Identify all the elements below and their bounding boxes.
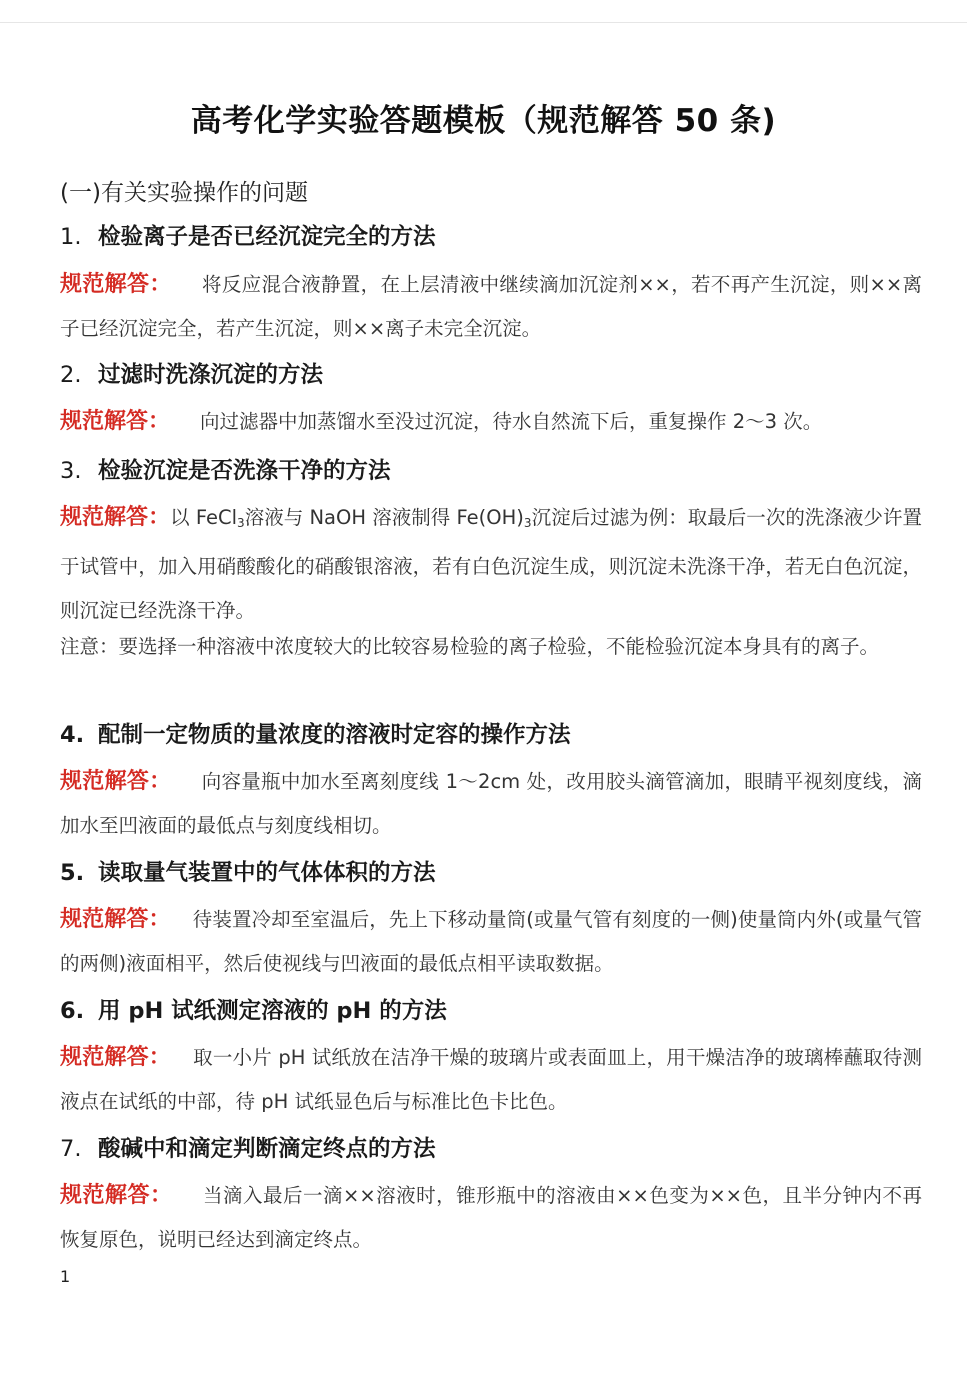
answer-3: 规范解答：以 FeCl$_3$溶液与 NaOH 溶液制得 $Fe(OH)_3$沉淀后过滤为例：取最后一次的洗涤液少许置于试管中，加入用硝酸酸化的硝酸银溶液，若有白色沉淀生成，则沉淀未洗涤干净，若无白色沉淀，则沉淀已经洗涤干净。 (60, 505, 922, 622)
answer-4 (60, 760, 922, 848)
answer-label: 规范解答： (60, 272, 172, 297)
answer-label: 规范解答： (60, 1183, 173, 1208)
question-number: 4. (60, 722, 85, 748)
question-7 (60, 1131, 922, 1163)
question-4 (60, 717, 922, 749)
answer-5 (60, 898, 922, 986)
question-2 (60, 357, 922, 389)
answer-text: 当滴入最后一滴××溶液时，锥形瓶中的溶液由××色变为××色，且半分钟内不再恢复原色，说明已经达到滴定终点。 (60, 1184, 922, 1251)
question-title: 检验沉淀是否洗涤干净的方法 (98, 458, 391, 484)
question-title: 配制一定物质的量浓度的溶液时定容的操作方法 (98, 722, 571, 748)
answer-6 (60, 1036, 922, 1124)
answer-text: 将反应混合液静置，在上层清液中继续滴加沉淀剂××，若不再产生沉淀，则××离子已经沉淀完全，若产生沉淀，则××离子未完全沉淀。 (60, 273, 922, 340)
note-3: 注意：要选择一种溶液中浓度较大的比较容易检验的离子检验，不能检验沉淀本身具有的离子。 (60, 635, 880, 658)
answer-label: 规范解答： (60, 409, 171, 434)
question-title: 过滤时洗涤沉淀的方法 (98, 362, 324, 388)
question-number: 3. (60, 458, 82, 484)
answer-text: 向过滤器中加蒸馏水至没过沉淀，待水自然流下后，重复操作 2～3 次。 (200, 410, 823, 433)
question-number: 5. (60, 860, 85, 886)
question-title: 检验离子是否已经沉淀完全的方法 (98, 224, 436, 250)
page-title: 高考化学实验答题模板（规范解答 50 条) (190, 103, 777, 139)
answer-1 (60, 263, 922, 351)
section-title: (一)有关实验操作的问题 (60, 180, 308, 206)
answer-text: 待装置冷却至室温后，先上下移动量筒(或量气管有刻度的一侧)使量筒内外(或量气管的两侧)液面相平，然后使视线与凹液面的最低点相平读取数据。 (60, 908, 922, 975)
answer-2 (60, 400, 922, 444)
answer-7 (60, 1174, 922, 1262)
question-number: 2. (60, 362, 82, 388)
answer-label: 规范解答： (60, 907, 171, 932)
question-number: 1. (60, 224, 82, 250)
answer-label: 规范解答： (60, 1045, 171, 1070)
question-number: 6. (60, 998, 85, 1024)
question-title: 读取量气装置中的气体体积的方法 (98, 860, 436, 886)
page-number: 1 (60, 1267, 71, 1286)
answer-text: 向容量瓶中加水至离刻度线 1～2cm 处，改用胶头滴管滴加，眼睛平视刻度线，滴加水至凹液面的最低点与刻度线相切。 (60, 770, 922, 837)
question-5 (60, 855, 922, 887)
answer-label: 规范解答： (60, 505, 171, 530)
top-bar (0, 0, 967, 23)
question-6 (60, 993, 922, 1025)
answer-text: 取一小片 pH 试纸放在洁净干燥的玻璃片或表面皿上，用干燥洁净的玻璃棒蘸取待测液点在试纸的中部，待 pH 试纸显色后与标准比色卡比色。 (60, 1046, 922, 1113)
question-3 (60, 453, 922, 485)
question-title: 用 pH 试纸测定溶液的 pH 的方法 (98, 998, 447, 1024)
question-title: 酸碱中和滴定判断滴定终点的方法 (98, 1136, 436, 1162)
question-1 (60, 219, 922, 251)
question-number: 7. (60, 1136, 82, 1162)
answer-label: 规范解答： (60, 769, 172, 794)
